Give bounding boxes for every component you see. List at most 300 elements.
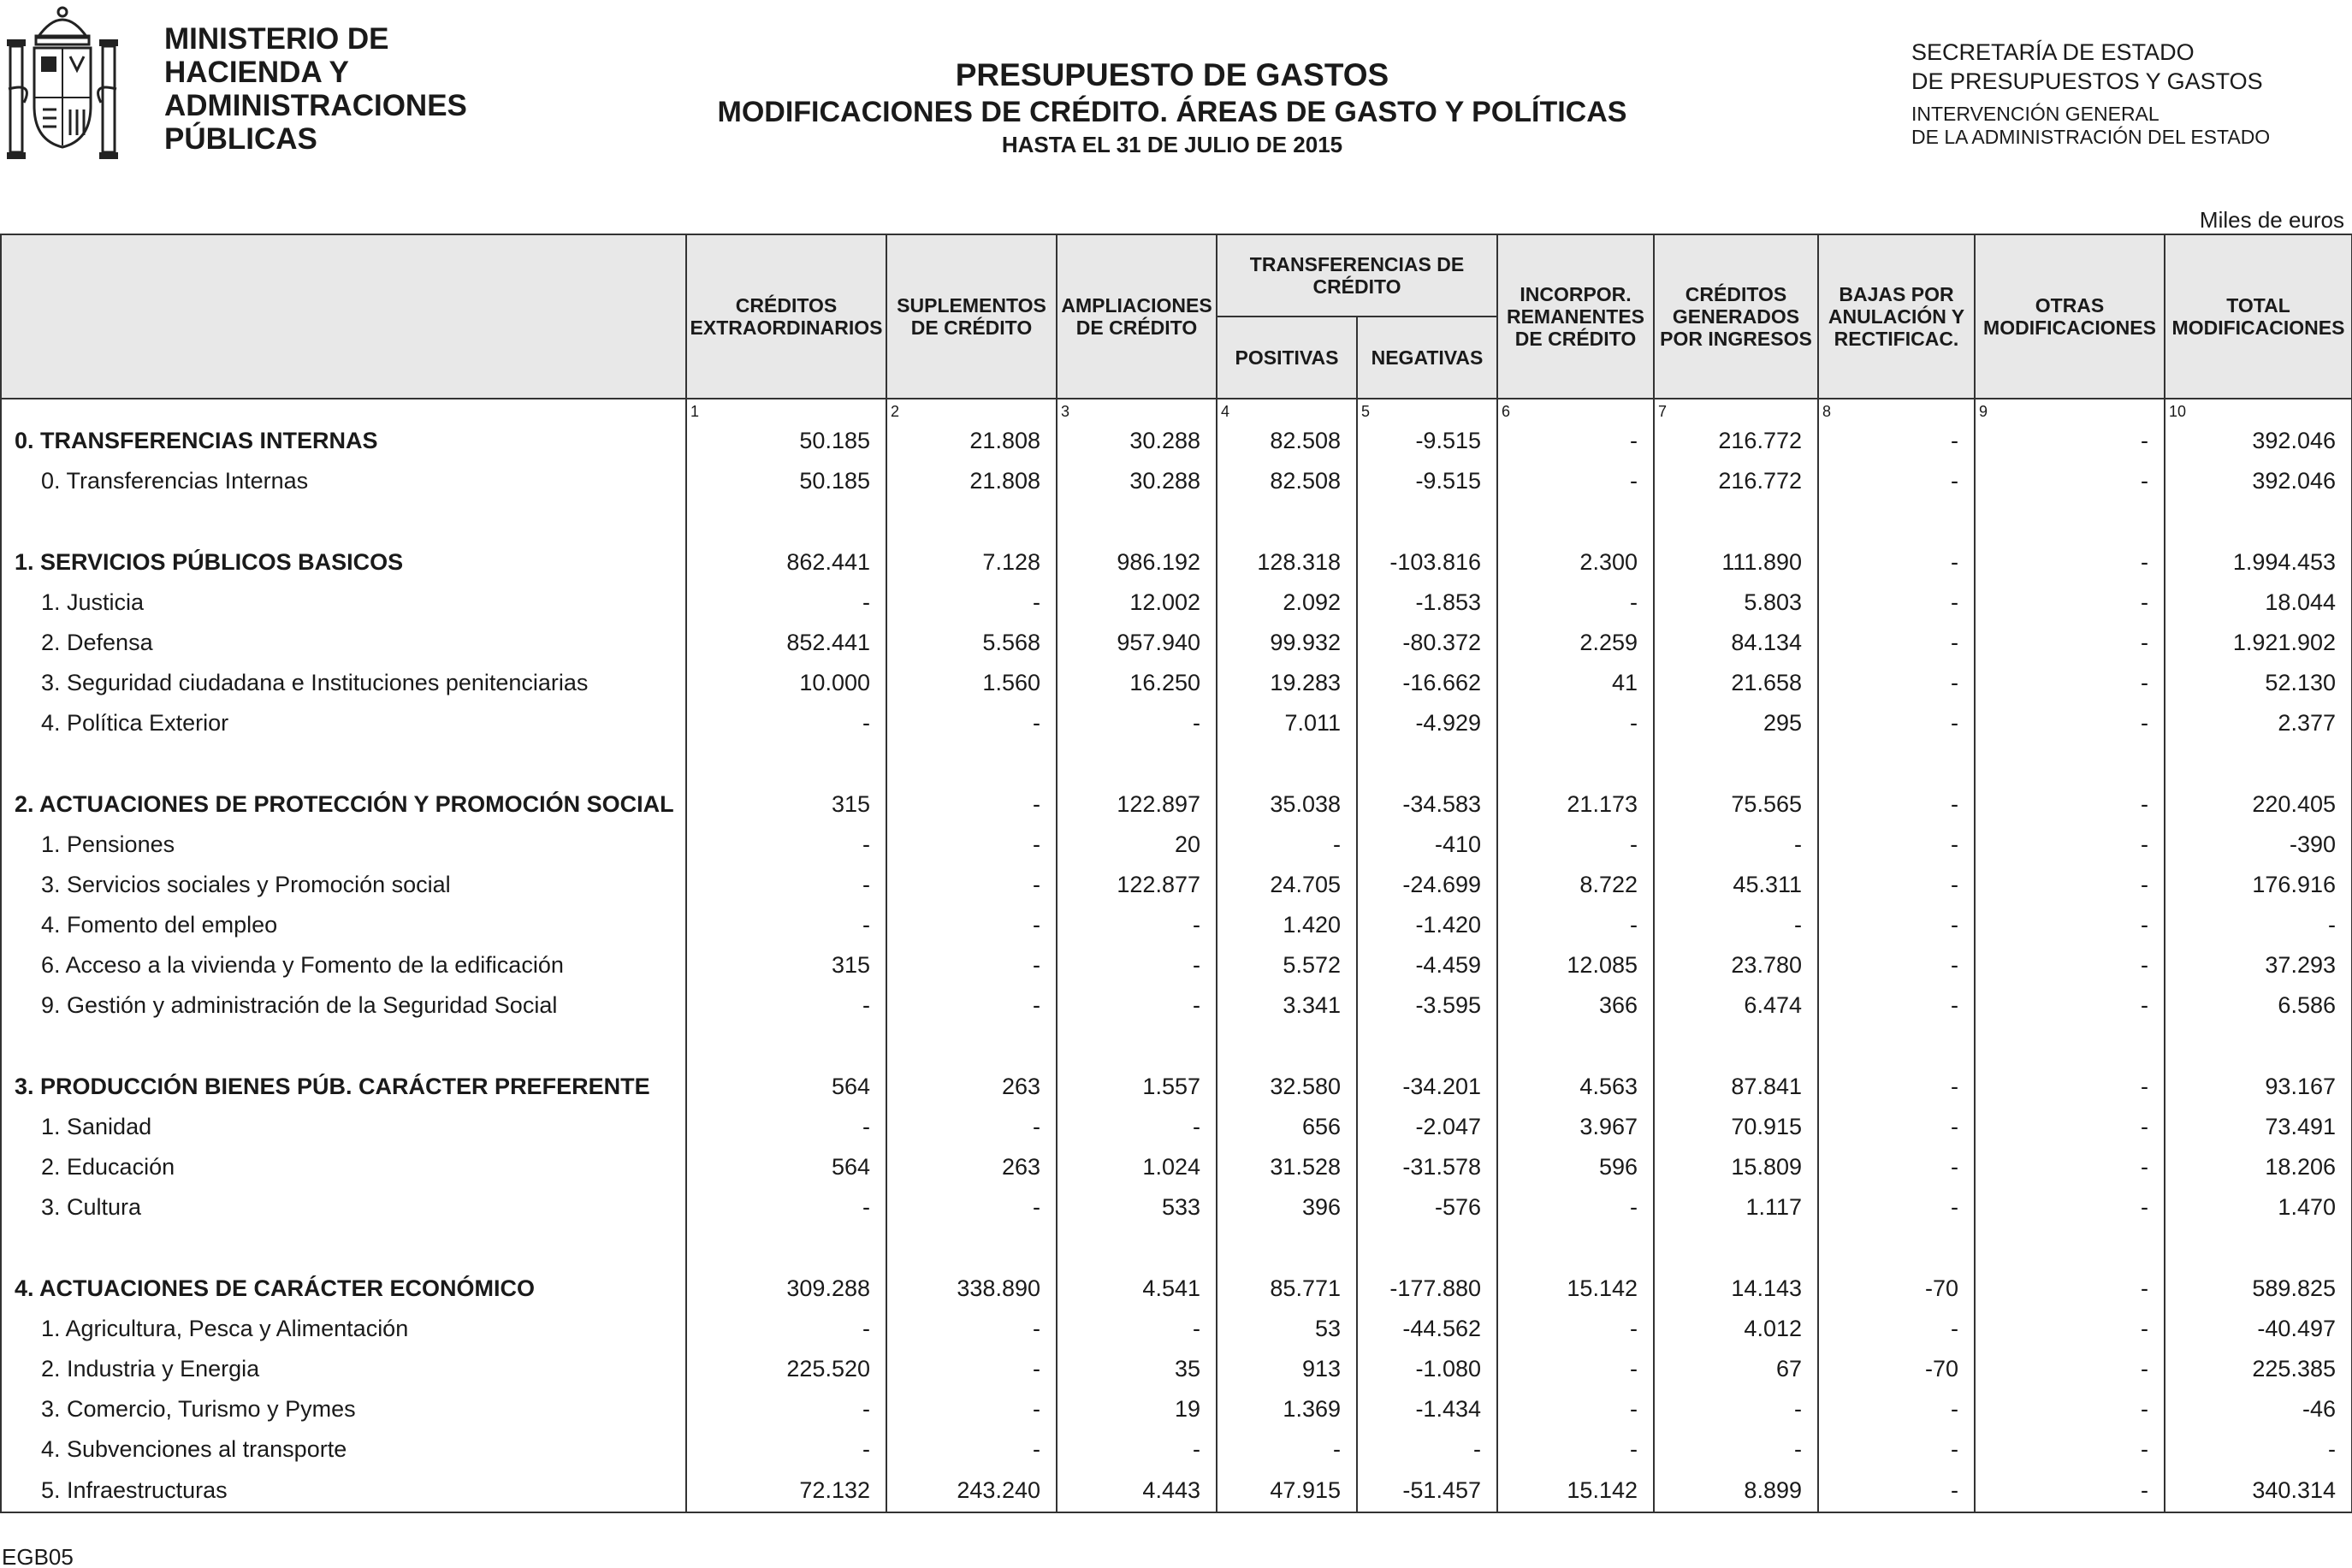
column-index: 1 xyxy=(686,399,886,421)
value-cell: 396 xyxy=(1217,1187,1357,1228)
value-cell: 31.528 xyxy=(1217,1147,1357,1187)
value-cell: -410 xyxy=(1357,825,1497,865)
value-cell: 18.044 xyxy=(2165,583,2352,623)
value-cell: 35 xyxy=(1057,1349,1217,1389)
value-cell: - xyxy=(1057,945,1217,985)
value-cell: 263 xyxy=(886,1067,1057,1107)
value-cell: -31.578 xyxy=(1357,1147,1497,1187)
value-cell: 53 xyxy=(1217,1309,1357,1349)
value-cell: 913 xyxy=(1217,1349,1357,1389)
value-cell: 32.580 xyxy=(1217,1067,1357,1107)
value-cell: 15.142 xyxy=(1497,1470,1654,1512)
policy-row xyxy=(1,825,2352,865)
value-cell: - xyxy=(886,703,1057,743)
value-cell: - xyxy=(686,1429,886,1470)
value-cell: 16.250 xyxy=(1057,663,1217,703)
value-cell: - xyxy=(1975,1389,2165,1429)
policy-row xyxy=(1,1429,2352,1470)
value-cell: - xyxy=(2165,905,2352,945)
policy-row-label: 3. Servicios sociales y Promoción social xyxy=(1,865,686,905)
value-cell: - xyxy=(1497,1429,1654,1470)
value-cell: - xyxy=(886,583,1057,623)
value-cell: 93.167 xyxy=(2165,1067,2352,1107)
header-blank xyxy=(1,234,686,399)
value-cell: 656 xyxy=(1217,1107,1357,1147)
value-cell: -177.880 xyxy=(1357,1269,1497,1309)
value-cell: - xyxy=(1818,1309,1975,1349)
column-index: 3 xyxy=(1057,399,1217,421)
value-cell: -46 xyxy=(2165,1389,2352,1429)
value-cell: 5.568 xyxy=(886,623,1057,663)
policy-row-label: 3. Cultura xyxy=(1,1187,686,1228)
value-cell: 4.012 xyxy=(1654,1309,1818,1349)
value-cell: 111.890 xyxy=(1654,542,1818,583)
value-cell: - xyxy=(1975,461,2165,501)
value-cell: - xyxy=(1654,1429,1818,1470)
value-cell: 392.046 xyxy=(2165,421,2352,461)
value-cell: - xyxy=(1497,1389,1654,1429)
col-header-negativas: NEGATIVAS xyxy=(1357,317,1497,399)
value-cell: - xyxy=(1057,905,1217,945)
value-cell: -44.562 xyxy=(1357,1309,1497,1349)
value-cell: -80.372 xyxy=(1357,623,1497,663)
value-cell: 2.259 xyxy=(1497,623,1654,663)
policy-row xyxy=(1,905,2352,945)
value-cell: 30.288 xyxy=(1057,421,1217,461)
value-cell: - xyxy=(1497,1309,1654,1349)
value-cell: 73.491 xyxy=(2165,1107,2352,1147)
value-cell: 15.142 xyxy=(1497,1269,1654,1309)
policy-row-label: 2. Educación xyxy=(1,1147,686,1187)
value-cell: 45.311 xyxy=(1654,865,1818,905)
value-cell: 957.940 xyxy=(1057,623,1217,663)
report-title: PRESUPUESTO DE GASTOS xyxy=(955,57,1389,92)
value-cell: 5.572 xyxy=(1217,945,1357,985)
value-cell: - xyxy=(1357,1429,1497,1470)
value-cell: 6.474 xyxy=(1654,985,1818,1026)
value-cell: 24.705 xyxy=(1217,865,1357,905)
value-cell: - xyxy=(1975,1429,2165,1470)
area-row xyxy=(1,1269,2352,1309)
value-cell: 5.803 xyxy=(1654,583,1818,623)
value-cell: - xyxy=(2165,1429,2352,1470)
value-cell: 23.780 xyxy=(1654,945,1818,985)
value-cell: 564 xyxy=(686,1147,886,1187)
value-cell: - xyxy=(686,985,886,1026)
column-index: 6 xyxy=(1497,399,1654,421)
policy-row xyxy=(1,663,2352,703)
table-body xyxy=(1,399,2352,1512)
policy-row-label: 1. Justicia xyxy=(1,583,686,623)
value-cell: 82.508 xyxy=(1217,421,1357,461)
value-cell: 21.658 xyxy=(1654,663,1818,703)
value-cell: 37.293 xyxy=(2165,945,2352,985)
value-cell: 82.508 xyxy=(1217,461,1357,501)
value-cell: 564 xyxy=(686,1067,886,1107)
value-cell: 315 xyxy=(686,945,886,985)
value-cell: 7.011 xyxy=(1217,703,1357,743)
value-cell: 392.046 xyxy=(2165,461,2352,501)
value-cell: 176.916 xyxy=(2165,865,2352,905)
policy-row xyxy=(1,623,2352,663)
value-cell: - xyxy=(1975,421,2165,461)
policy-row-label: 0. Transferencias Internas xyxy=(1,461,686,501)
agency-line: DE PRESUPUESTOS Y GASTOS xyxy=(1911,68,2263,94)
value-cell: 75.565 xyxy=(1654,784,1818,825)
value-cell: - xyxy=(1497,703,1654,743)
value-cell: -40.497 xyxy=(2165,1309,2352,1349)
col-header-ampliaciones: AMPLIACIONES DE CRÉDITO xyxy=(1057,234,1217,399)
col-header-positivas: POSITIVAS xyxy=(1217,317,1357,399)
policy-row-label: 2. Defensa xyxy=(1,623,686,663)
value-cell: - xyxy=(1057,985,1217,1026)
value-cell: -4.929 xyxy=(1357,703,1497,743)
policy-row xyxy=(1,1147,2352,1187)
value-cell: 12.085 xyxy=(1497,945,1654,985)
value-cell: 1.420 xyxy=(1217,905,1357,945)
value-cell: 4.541 xyxy=(1057,1269,1217,1309)
value-cell: 7.128 xyxy=(886,542,1057,583)
value-cell: - xyxy=(1818,1389,1975,1429)
value-cell: - xyxy=(886,1349,1057,1389)
value-cell: 21.808 xyxy=(886,461,1057,501)
value-cell: - xyxy=(1818,985,1975,1026)
value-cell: - xyxy=(1654,905,1818,945)
value-cell: - xyxy=(686,703,886,743)
value-cell: -576 xyxy=(1357,1187,1497,1228)
value-cell: 14.143 xyxy=(1654,1269,1818,1309)
value-cell: 1.117 xyxy=(1654,1187,1818,1228)
policy-row-label: 9. Gestión y administración de la Seguridad Social xyxy=(1,985,686,1026)
value-cell: - xyxy=(886,985,1057,1026)
value-cell: - xyxy=(1818,825,1975,865)
value-cell: - xyxy=(1818,663,1975,703)
report-code: EGB05 xyxy=(2,1544,74,1568)
value-cell: 30.288 xyxy=(1057,461,1217,501)
value-cell: 366 xyxy=(1497,985,1654,1026)
value-cell: -51.457 xyxy=(1357,1470,1497,1512)
value-cell: - xyxy=(1497,583,1654,623)
column-index: 10 xyxy=(2165,399,2352,421)
value-cell: 852.441 xyxy=(686,623,886,663)
value-cell: 70.915 xyxy=(1654,1107,1818,1147)
value-cell: - xyxy=(1975,542,2165,583)
value-cell: 216.772 xyxy=(1654,421,1818,461)
value-cell: 21.173 xyxy=(1497,784,1654,825)
value-cell: - xyxy=(1975,663,2165,703)
value-cell: - xyxy=(1818,1067,1975,1107)
value-cell: - xyxy=(1975,825,2165,865)
value-cell: 338.890 xyxy=(886,1269,1057,1309)
value-cell: - xyxy=(686,1107,886,1147)
value-cell: 35.038 xyxy=(1217,784,1357,825)
value-cell: - xyxy=(1818,905,1975,945)
value-cell: 72.132 xyxy=(686,1470,886,1512)
report-subtitle: MODIFICACIONES DE CRÉDITO. ÁREAS DE GASTO Y POLÍTICAS xyxy=(717,96,1627,128)
value-cell: 315 xyxy=(686,784,886,825)
value-cell: -9.515 xyxy=(1357,461,1497,501)
policy-row-label: 1. Sanidad xyxy=(1,1107,686,1147)
value-cell: 122.877 xyxy=(1057,865,1217,905)
value-cell: 1.369 xyxy=(1217,1389,1357,1429)
budget-modifications-table xyxy=(0,234,2352,1513)
value-cell: - xyxy=(1975,1470,2165,1512)
policy-row-label: 2. Industria y Energia xyxy=(1,1349,686,1389)
value-cell: -1.080 xyxy=(1357,1349,1497,1389)
value-cell: -1.853 xyxy=(1357,583,1497,623)
value-cell: 8.899 xyxy=(1654,1470,1818,1512)
policy-row xyxy=(1,1470,2352,1512)
value-cell: - xyxy=(1497,1187,1654,1228)
report-date: HASTA EL 31 DE JULIO DE 2015 xyxy=(1001,132,1343,157)
value-cell: - xyxy=(1217,1429,1357,1470)
col-header-bajas: BAJAS POR ANULACIÓN Y RECTIFICAC. xyxy=(1818,234,1975,399)
value-cell: 1.557 xyxy=(1057,1067,1217,1107)
policy-row-label: 4. Política Exterior xyxy=(1,703,686,743)
policy-row xyxy=(1,1349,2352,1389)
value-cell: 340.314 xyxy=(2165,1470,2352,1512)
value-cell: - xyxy=(886,1429,1057,1470)
value-cell: - xyxy=(886,784,1057,825)
value-cell: 8.722 xyxy=(1497,865,1654,905)
value-cell: 87.841 xyxy=(1654,1067,1818,1107)
value-cell: 295 xyxy=(1654,703,1818,743)
ministry-line: HACIENDA Y xyxy=(164,56,349,89)
value-cell: - xyxy=(1818,945,1975,985)
value-cell: -4.459 xyxy=(1357,945,1497,985)
value-cell: - xyxy=(1818,421,1975,461)
agency-line: SECRETARÍA DE ESTADO xyxy=(1911,39,2195,65)
value-cell: 19.283 xyxy=(1217,663,1357,703)
policy-row-label: 5. Infraestructuras xyxy=(1,1470,686,1512)
value-cell: 4.563 xyxy=(1497,1067,1654,1107)
ministry-name xyxy=(164,22,467,156)
value-cell: 99.932 xyxy=(1217,623,1357,663)
value-cell: -390 xyxy=(2165,825,2352,865)
value-cell: 2.377 xyxy=(2165,703,2352,743)
value-cell: 263 xyxy=(886,1147,1057,1187)
value-cell: -34.583 xyxy=(1357,784,1497,825)
policy-row xyxy=(1,865,2352,905)
coat-of-arms-logo xyxy=(5,3,120,166)
policy-row-label: 6. Acceso a la vivienda y Fomento de la edificación xyxy=(1,945,686,985)
value-cell: 122.897 xyxy=(1057,784,1217,825)
area-row-label: 0. TRANSFERENCIAS INTERNAS xyxy=(1,421,686,461)
value-cell: - xyxy=(1975,1309,2165,1349)
policy-row xyxy=(1,461,2352,501)
value-cell: -16.662 xyxy=(1357,663,1497,703)
value-cell: - xyxy=(1654,1389,1818,1429)
value-cell: - xyxy=(686,865,886,905)
area-row-label: 2. ACTUACIONES DE PROTECCIÓN Y PROMOCIÓN SOCIAL xyxy=(1,784,686,825)
value-cell: 216.772 xyxy=(1654,461,1818,501)
value-cell: 220.405 xyxy=(2165,784,2352,825)
value-cell: 596 xyxy=(1497,1147,1654,1187)
value-cell: - xyxy=(886,1309,1057,1349)
value-cell: - xyxy=(1975,1147,2165,1187)
policy-row-label: 1. Agricultura, Pesca y Alimentación xyxy=(1,1309,686,1349)
value-cell: - xyxy=(1975,1269,2165,1309)
policy-row xyxy=(1,703,2352,743)
policy-row-label: 3. Seguridad ciudadana e Instituciones penitenciarias xyxy=(1,663,686,703)
col-header-suplementos: SUPLEMENTOS DE CRÉDITO xyxy=(886,234,1057,399)
value-cell: -3.595 xyxy=(1357,985,1497,1026)
value-cell: 20 xyxy=(1057,825,1217,865)
value-cell: 84.134 xyxy=(1654,623,1818,663)
area-row xyxy=(1,421,2352,461)
policy-row-label: 4. Fomento del empleo xyxy=(1,905,686,945)
value-cell: - xyxy=(1975,865,2165,905)
value-cell: 52.130 xyxy=(2165,663,2352,703)
value-cell: - xyxy=(1818,1470,1975,1512)
value-cell: - xyxy=(686,905,886,945)
value-cell: - xyxy=(1818,461,1975,501)
value-cell: - xyxy=(1818,1107,1975,1147)
value-cell: - xyxy=(1818,542,1975,583)
value-cell: 47.915 xyxy=(1217,1470,1357,1512)
value-cell: - xyxy=(1975,784,2165,825)
value-cell: - xyxy=(886,905,1057,945)
column-index: 2 xyxy=(886,399,1057,421)
value-cell: - xyxy=(1975,945,2165,985)
area-row xyxy=(1,1067,2352,1107)
value-cell: - xyxy=(886,1389,1057,1429)
value-cell: - xyxy=(1818,623,1975,663)
col-header-incorporaciones: INCORPOR. REMANENTES DE CRÉDITO xyxy=(1497,234,1654,399)
value-cell: 19 xyxy=(1057,1389,1217,1429)
policy-row xyxy=(1,583,2352,623)
value-cell: 2.300 xyxy=(1497,542,1654,583)
column-index: 4 xyxy=(1217,399,1357,421)
area-row xyxy=(1,542,2352,583)
value-cell: 67 xyxy=(1654,1349,1818,1389)
value-cell: - xyxy=(1818,1187,1975,1228)
policy-row xyxy=(1,1107,2352,1147)
value-cell: - xyxy=(1497,1349,1654,1389)
value-cell: 3.967 xyxy=(1497,1107,1654,1147)
value-cell: - xyxy=(1057,1107,1217,1147)
value-cell: - xyxy=(886,945,1057,985)
value-cell: - xyxy=(1818,703,1975,743)
value-cell: 85.771 xyxy=(1217,1269,1357,1309)
value-cell: - xyxy=(1975,1067,2165,1107)
col-header-otras: OTRAS MODIFICACIONES xyxy=(1975,234,2165,399)
policy-row xyxy=(1,985,2352,1026)
value-cell: - xyxy=(686,1309,886,1349)
report-titles xyxy=(667,56,1677,159)
policy-row xyxy=(1,1389,2352,1429)
agency-sub-line: INTERVENCIÓN GENERAL xyxy=(1911,103,2159,125)
value-cell: 12.002 xyxy=(1057,583,1217,623)
value-cell: - xyxy=(886,865,1057,905)
value-cell: 4.443 xyxy=(1057,1470,1217,1512)
value-cell: 225.385 xyxy=(2165,1349,2352,1389)
column-index: 7 xyxy=(1654,399,1818,421)
column-index: 8 xyxy=(1818,399,1975,421)
col-header-creditos-generados: CRÉDITOS GENERADOS POR INGRESOS xyxy=(1654,234,1818,399)
value-cell: - xyxy=(1497,905,1654,945)
value-cell: - xyxy=(1057,1309,1217,1349)
policy-row xyxy=(1,1309,2352,1349)
value-cell: - xyxy=(886,1187,1057,1228)
column-index-row xyxy=(1,399,2352,421)
policy-row-label: 1. Pensiones xyxy=(1,825,686,865)
value-cell: - xyxy=(1057,1429,1217,1470)
value-cell: - xyxy=(1975,1349,2165,1389)
value-cell: -2.047 xyxy=(1357,1107,1497,1147)
value-cell: 18.206 xyxy=(2165,1147,2352,1187)
value-cell: -24.699 xyxy=(1357,865,1497,905)
value-cell: 41 xyxy=(1497,663,1654,703)
value-cell: - xyxy=(686,1187,886,1228)
value-cell: - xyxy=(1975,1187,2165,1228)
value-cell: 1.994.453 xyxy=(2165,542,2352,583)
value-cell: 3.341 xyxy=(1217,985,1357,1026)
agency-sub-line: DE LA ADMINISTRACIÓN DEL ESTADO xyxy=(1911,126,2271,148)
ministry-line: ADMINISTRACIONES xyxy=(164,89,467,122)
value-cell: - xyxy=(886,825,1057,865)
value-cell: 589.825 xyxy=(2165,1269,2352,1309)
value-cell: - xyxy=(686,1389,886,1429)
value-cell: -103.816 xyxy=(1357,542,1497,583)
ministry-line: MINISTERIO DE xyxy=(164,22,389,56)
area-row-label: 1. SERVICIOS PÚBLICOS BASICOS xyxy=(1,542,686,583)
col-header-total: TOTAL MODIFICACIONES xyxy=(2165,234,2352,399)
value-cell: -1.434 xyxy=(1357,1389,1497,1429)
policy-row-label: 3. Comercio, Turismo y Pymes xyxy=(1,1389,686,1429)
value-cell: - xyxy=(1497,421,1654,461)
value-cell: - xyxy=(686,825,886,865)
value-cell: 225.520 xyxy=(686,1349,886,1389)
value-cell: -1.420 xyxy=(1357,905,1497,945)
value-cell: 15.809 xyxy=(1654,1147,1818,1187)
value-cell: - xyxy=(1654,825,1818,865)
value-cell: 21.808 xyxy=(886,421,1057,461)
col-group-transferencias: TRANSFERENCIAS DE CRÉDITO xyxy=(1217,234,1497,317)
value-cell: - xyxy=(1057,703,1217,743)
value-cell: - xyxy=(1818,784,1975,825)
value-cell: 309.288 xyxy=(686,1269,886,1309)
value-cell: 986.192 xyxy=(1057,542,1217,583)
value-cell: -70 xyxy=(1818,1349,1975,1389)
value-cell: - xyxy=(1217,825,1357,865)
value-cell: 50.185 xyxy=(686,461,886,501)
value-cell: 1.470 xyxy=(2165,1187,2352,1228)
units-label: Miles de euros xyxy=(2199,207,2344,233)
value-cell: -70 xyxy=(1818,1269,1975,1309)
value-cell: - xyxy=(1818,1429,1975,1470)
value-cell: 533 xyxy=(1057,1187,1217,1228)
column-index: 5 xyxy=(1357,399,1497,421)
area-row xyxy=(1,784,2352,825)
value-cell: 1.024 xyxy=(1057,1147,1217,1187)
value-cell: - xyxy=(1818,583,1975,623)
value-cell: 1.921.902 xyxy=(2165,623,2352,663)
value-cell: - xyxy=(1497,825,1654,865)
value-cell: - xyxy=(1975,703,2165,743)
policy-row-label: 4. Subvenciones al transporte xyxy=(1,1429,686,1470)
area-row-label: 3. PRODUCCIÓN BIENES PÚB. CARÁCTER PREFERENTE xyxy=(1,1067,686,1107)
value-cell: - xyxy=(1497,461,1654,501)
value-cell: - xyxy=(886,1107,1057,1147)
value-cell: 128.318 xyxy=(1217,542,1357,583)
value-cell: - xyxy=(1975,623,2165,663)
ministry-line: PÚBLICAS xyxy=(164,122,317,156)
value-cell: 2.092 xyxy=(1217,583,1357,623)
column-index: 9 xyxy=(1975,399,2165,421)
value-cell: - xyxy=(1975,583,2165,623)
value-cell: - xyxy=(1975,985,2165,1026)
